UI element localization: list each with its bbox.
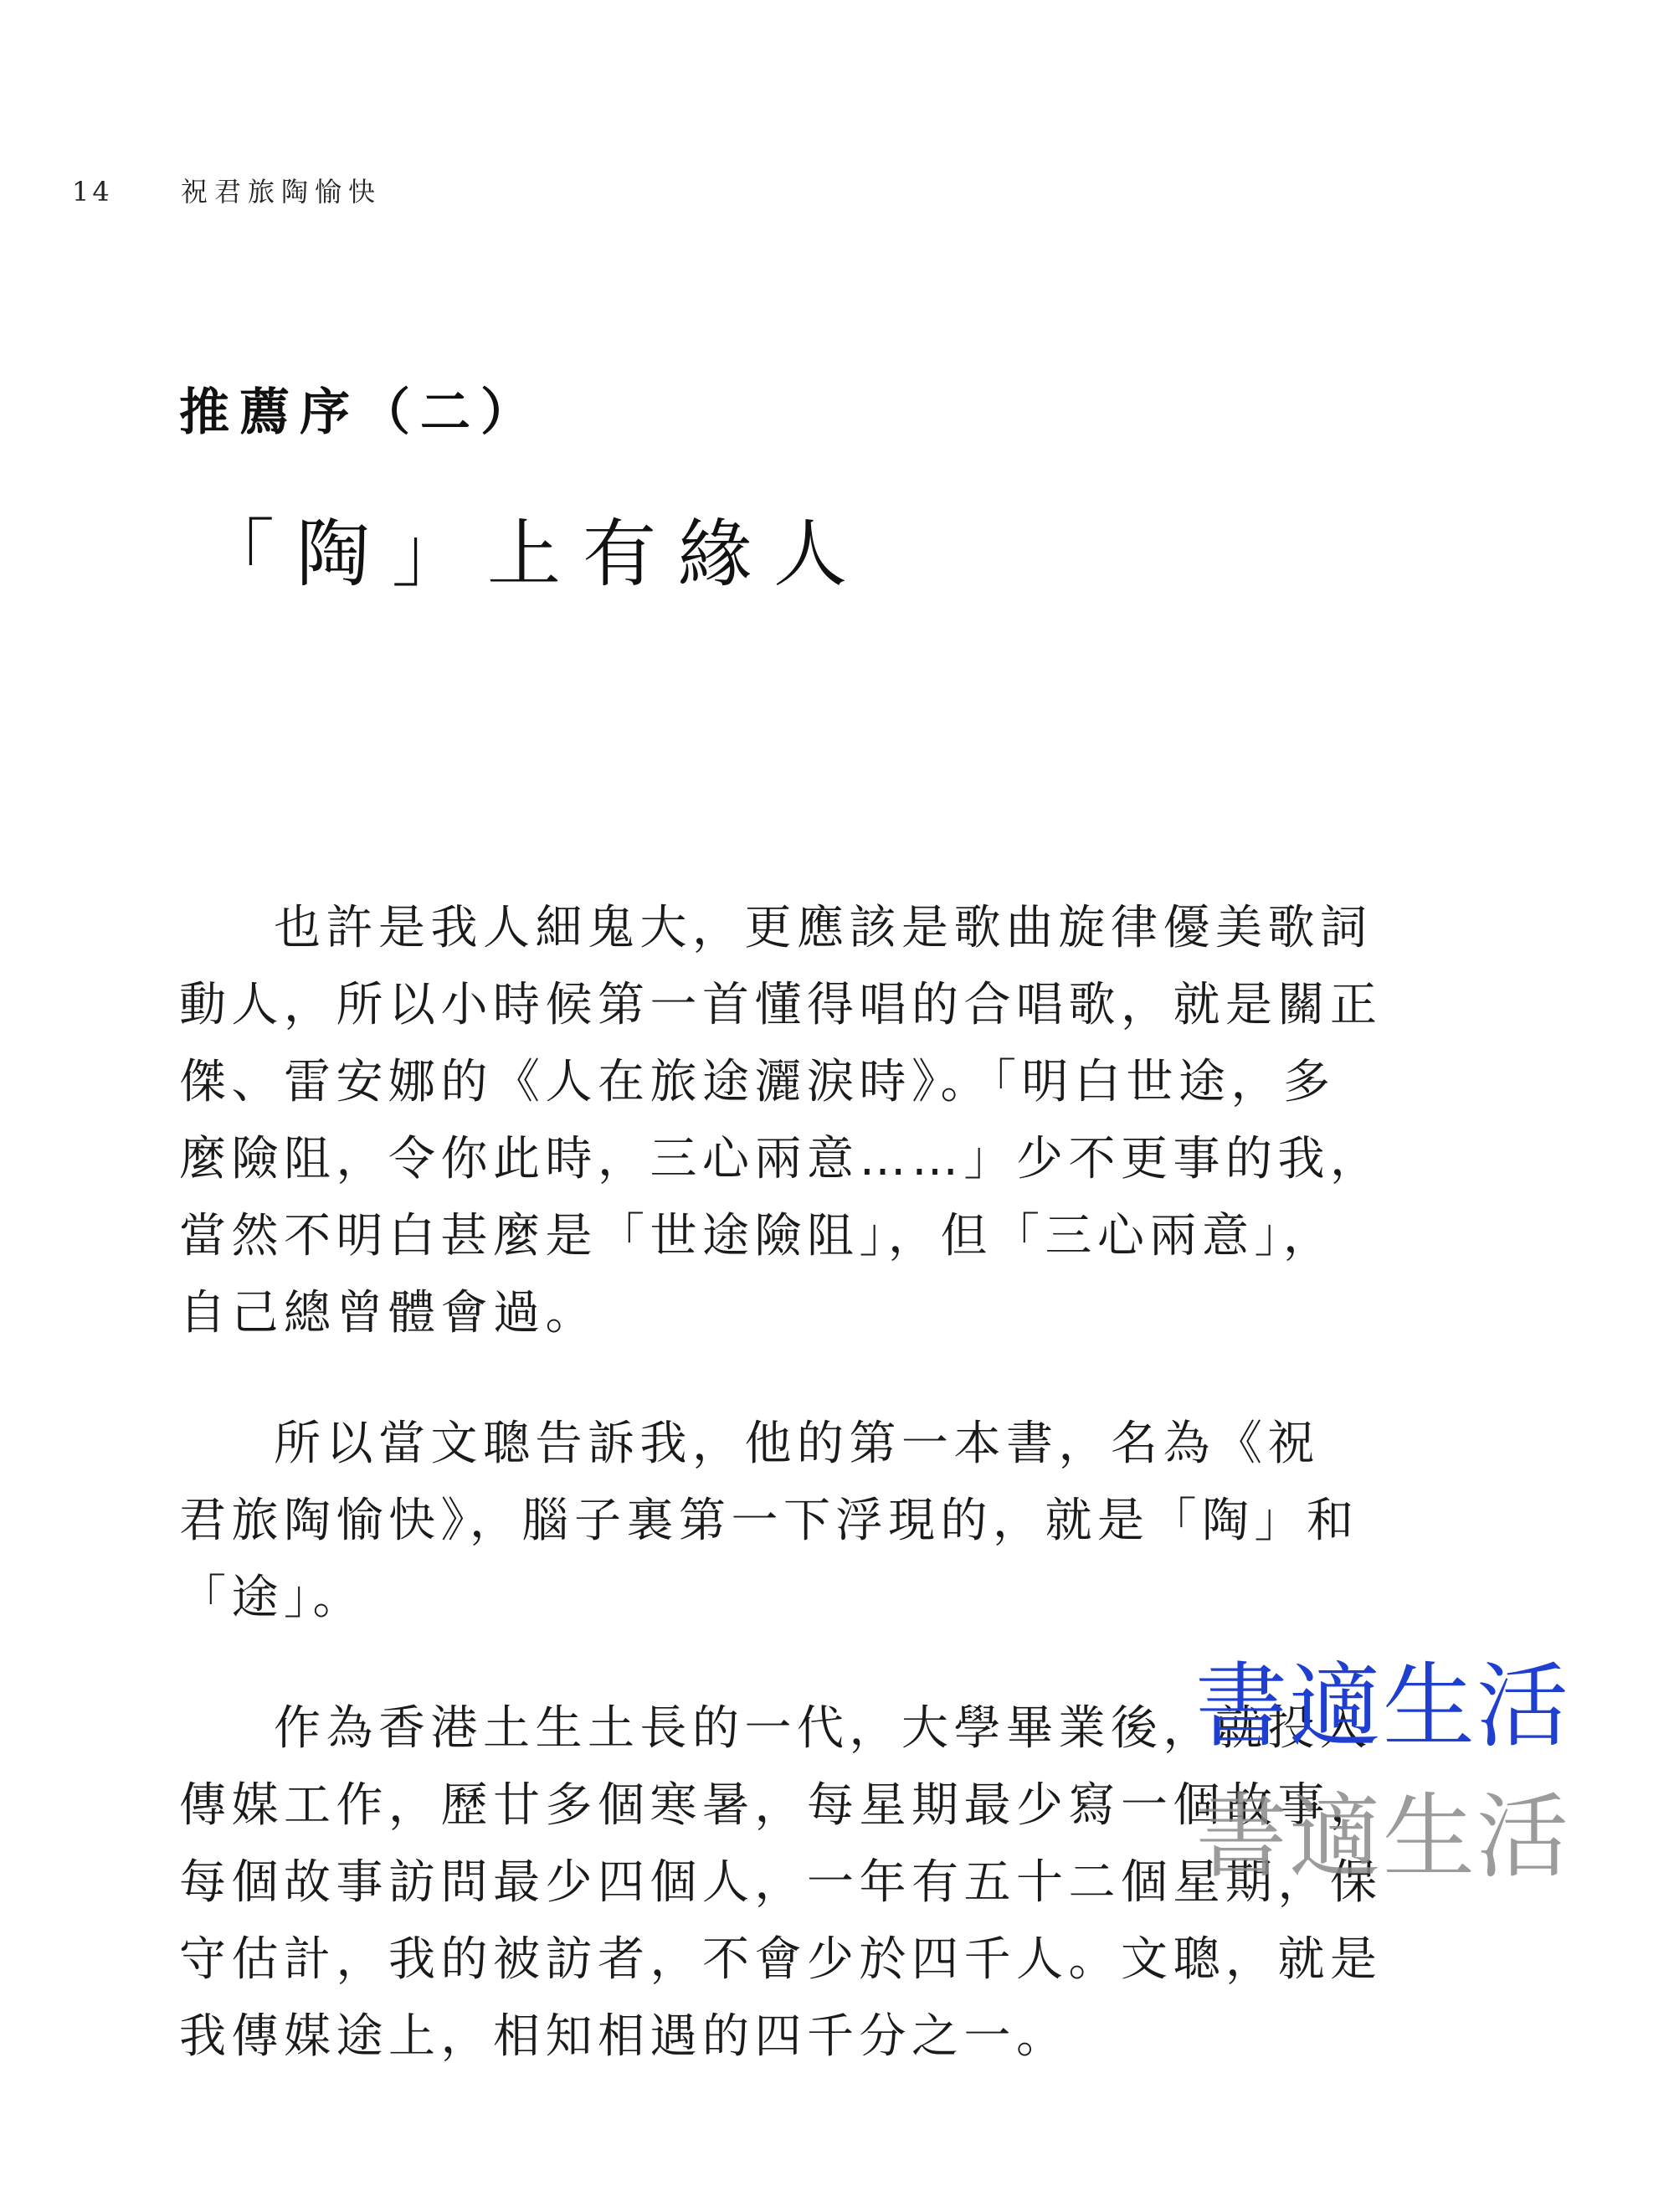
paragraph-line: 所以當文聰告訴我，他的第一本書，名為《祝: [274, 1417, 1320, 1471]
paragraph-line: 君旅陶愉快》，腦子裏第一下浮現的，就是「陶」和: [179, 1494, 1359, 1548]
chapter-title: 「陶」上有緣人: [201, 511, 870, 597]
paragraph-line: 當然不明白甚麼是「世途險阻」，但「三心兩意」，: [179, 1209, 1336, 1263]
paragraph-line: 也許是我人細鬼大，更應該是歌曲旋律優美歌詞: [274, 901, 1373, 955]
watermark-primary: 書適生活: [1195, 1653, 1570, 1760]
paragraph-2: [179, 1406, 1359, 1637]
paragraph-line: 動人，所以小時候第一首懂得唱的合唱歌，就是關正: [179, 978, 1383, 1032]
paragraph-line: 麼險阻，令你此時，三心兩意……」少不更事的我，: [179, 1132, 1383, 1186]
paragraph-line: 傳媒工作，歷廿多個寒暑，每星期最少寫一個故事，: [179, 1778, 1383, 1833]
watermark-secondary: 書適生活: [1195, 1783, 1570, 1890]
paragraph-line: 「途」。: [179, 1571, 365, 1625]
section-label: 推薦序（二）: [179, 383, 541, 442]
paragraph-line: 自己總曾體會過。: [179, 1286, 598, 1340]
running-head-book-title: 祝君旅陶愉快: [181, 176, 383, 208]
paragraph-line: 守估計，我的被訪者，不會少於四千人。文聰，就是: [179, 1932, 1383, 1987]
page-number: 14: [72, 176, 113, 208]
paragraph-1: [179, 890, 1383, 1352]
paragraph-line: 我傳媒途上，相知相遇的四千分之一。: [179, 2009, 1069, 2064]
running-head: [72, 171, 382, 209]
paragraph-line: 每個故事訪問最少四個人，一年有五十二個星期，保: [179, 1855, 1383, 1910]
paragraph-line: 作為香港土生土長的一代，大學畢業後，就投入: [274, 1701, 1373, 1756]
paragraph-line: 傑、雷安娜的《人在旅途灑淚時》。「明白世途，多: [179, 1055, 1336, 1109]
